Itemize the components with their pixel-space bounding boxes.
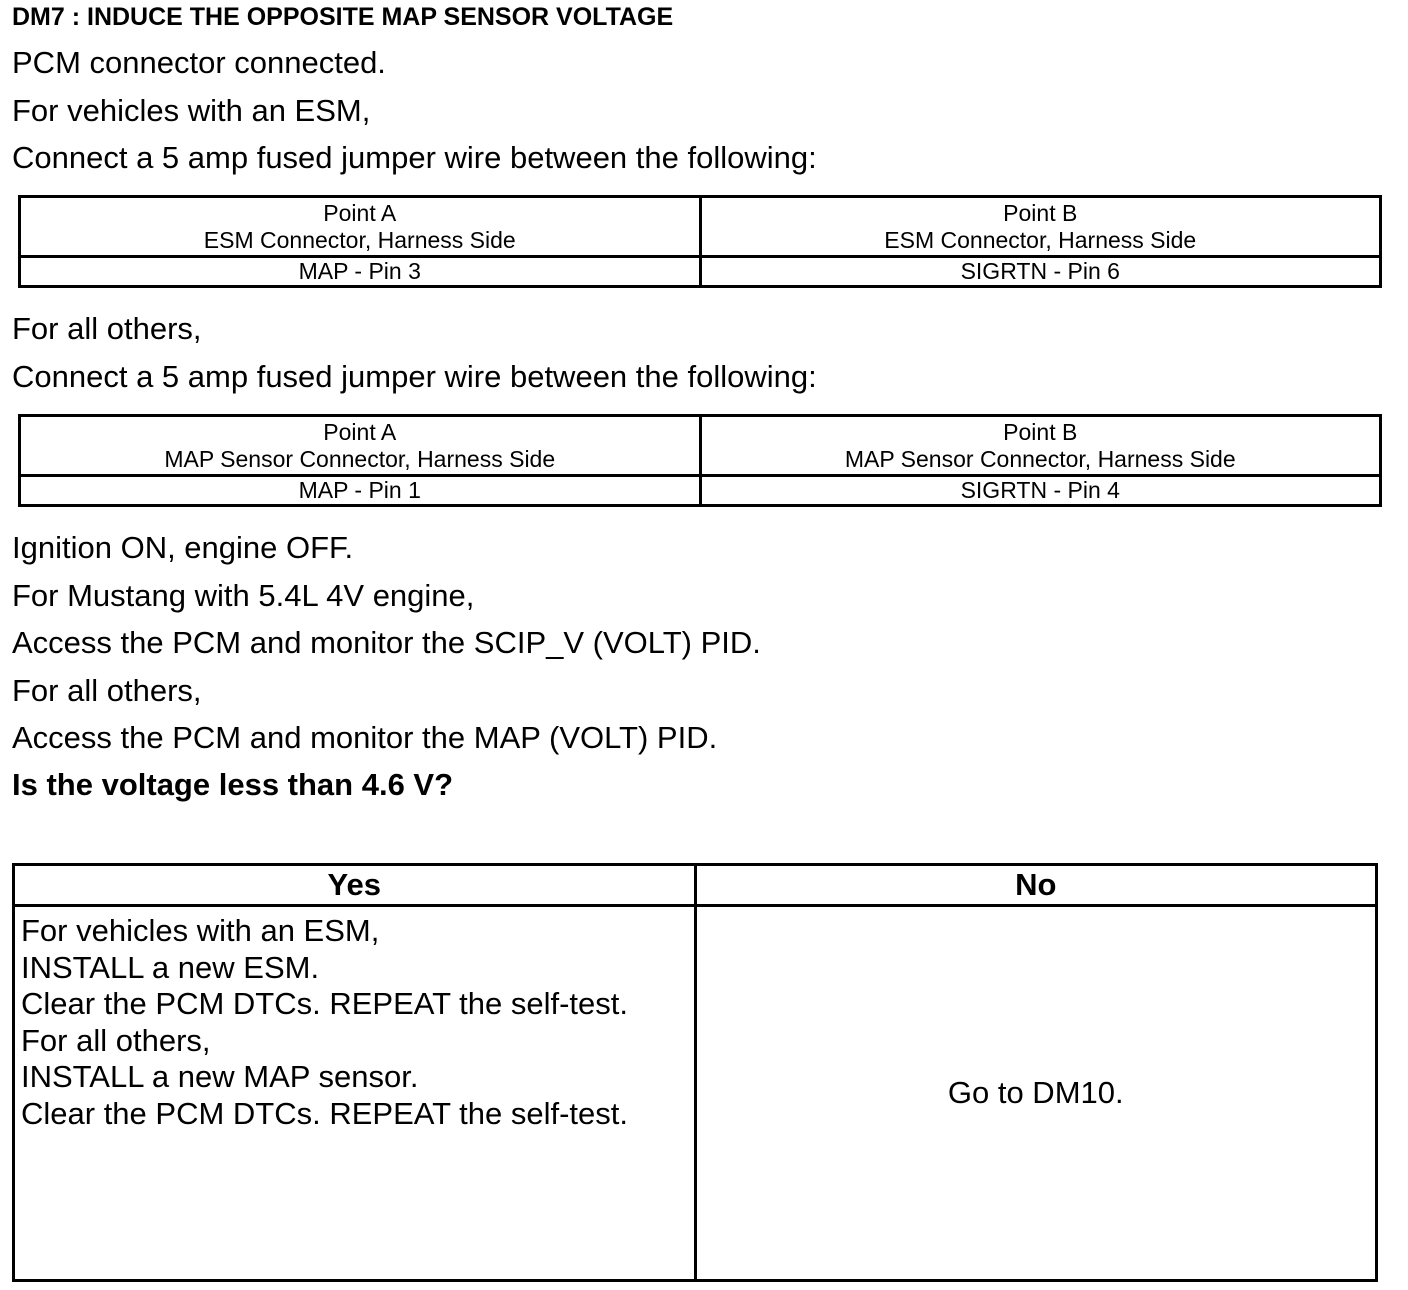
middle-line-2: Connect a 5 amp fused jumper wire between the following: [12, 359, 817, 394]
jumper-table-map-sensor [18, 414, 1382, 507]
point-a-header [20, 197, 701, 257]
point-a-value: MAP - Pin 3 [20, 257, 701, 287]
point-a-value: MAP - Pin 1 [20, 476, 701, 506]
yes-line: INSTALL a new MAP sensor. [21, 1059, 419, 1094]
no-cell: Go to DM10. [695, 906, 1377, 1281]
point-b-label: Point B [1003, 418, 1078, 445]
yes-cell [14, 906, 696, 1281]
decision-question: Is the voltage less than 4.6 V? [12, 767, 454, 802]
step-line-4: For all others, [12, 673, 202, 708]
point-a-header [20, 416, 701, 476]
yes-line: For all others, [21, 1022, 211, 1058]
point-b-value: SIGRTN - Pin 4 [700, 476, 1381, 506]
point-a-label: Point A [323, 418, 397, 445]
point-b-location: MAP Sensor Connector, Harness Side [844, 445, 1236, 472]
intro-line-3: Connect a 5 amp fused jumper wire between the following: [12, 140, 817, 175]
point-b-label: Point B [1003, 199, 1078, 226]
intro-line-2: For vehicles with an ESM, [12, 93, 371, 128]
point-b-location: ESM Connector, Harness Side [884, 226, 1197, 253]
yes-header: Yes [14, 865, 696, 906]
point-a-location: ESM Connector, Harness Side [203, 226, 516, 253]
middle-line-1: For all others, [12, 311, 202, 346]
step-line-3: Access the PCM and monitor the SCIP_V (VOLT) PID. [12, 625, 761, 660]
intro-line-1: PCM connector connected. [12, 45, 386, 80]
jumper-table-esm [18, 195, 1382, 288]
point-a-label: Point A [323, 199, 397, 226]
point-b-value: SIGRTN - Pin 6 [700, 257, 1381, 287]
step-line-2: For Mustang with 5.4L 4V engine, [12, 578, 475, 613]
point-b-header [700, 197, 1381, 257]
yes-line: For vehicles with an ESM, [21, 913, 380, 948]
decision-table [12, 863, 1378, 1282]
page-title: DM7 : INDUCE THE OPPOSITE MAP SENSOR VOLTAGE [12, 3, 674, 31]
yes-line: Clear the PCM DTCs. REPEAT the self-test. [21, 1095, 628, 1131]
point-b-header [700, 416, 1381, 476]
yes-line: INSTALL a new ESM. [21, 949, 320, 985]
point-a-location: MAP Sensor Connector, Harness Side [164, 445, 556, 472]
step-line-5: Access the PCM and monitor the MAP (VOLT) PID. [12, 720, 718, 755]
yes-line: Clear the PCM DTCs. REPEAT the self-test. [21, 986, 628, 1021]
step-line-1: Ignition ON, engine OFF. [12, 530, 354, 565]
no-header: No [695, 865, 1377, 906]
